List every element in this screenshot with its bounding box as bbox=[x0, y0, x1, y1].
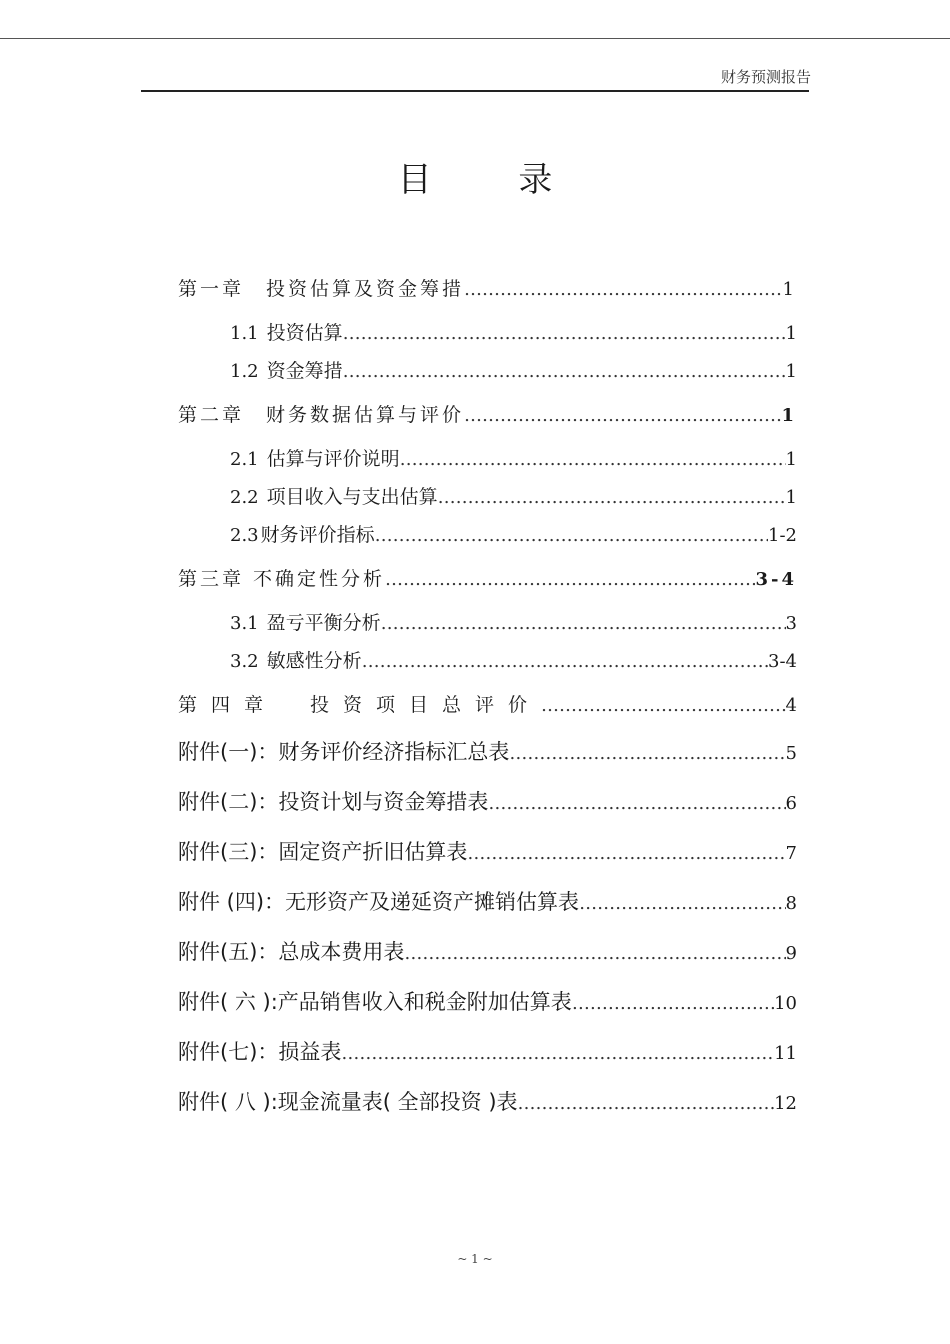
header-underline bbox=[141, 90, 809, 92]
page-title: 目 录 bbox=[397, 160, 591, 200]
toc-entry-page: 11 bbox=[774, 1043, 797, 1064]
toc-entry-label: 附件( 八 ):现金流量表( 全部投资 )表 bbox=[178, 1090, 518, 1114]
dot-leader bbox=[341, 1043, 774, 1064]
toc-entry-appendix-5[interactable] bbox=[178, 936, 797, 966]
dot-leader bbox=[385, 569, 755, 590]
toc-entry-page: 5 bbox=[785, 743, 797, 764]
toc-entry-page: 3-4 bbox=[755, 569, 797, 590]
dot-leader bbox=[464, 405, 781, 426]
dot-leader bbox=[464, 279, 783, 300]
dot-leader bbox=[572, 993, 774, 1014]
dot-leader bbox=[362, 651, 768, 672]
toc-entry-label: 第一章 投资估算及资金筹措 bbox=[178, 278, 465, 300]
dot-leader bbox=[404, 943, 785, 964]
toc-entry-label: 估算与评价说明 bbox=[266, 448, 400, 470]
toc-entry-chapter-1[interactable] bbox=[178, 274, 797, 301]
toc-entry-page: 1 bbox=[785, 449, 797, 470]
toc-entry-page: 3-4 bbox=[768, 651, 797, 672]
toc-entry-2-2[interactable] bbox=[230, 482, 797, 509]
toc-entry-chapter-4[interactable] bbox=[178, 690, 797, 717]
toc-entry-page: 1 bbox=[785, 361, 797, 382]
toc-entry-page: 1 bbox=[782, 279, 797, 300]
toc-entry-page: 7 bbox=[785, 843, 797, 864]
toc-entry-appendix-1[interactable] bbox=[178, 736, 797, 766]
dot-leader bbox=[467, 843, 785, 864]
toc-entry-label: 敏感性分析 bbox=[266, 650, 362, 672]
toc-entry-chapter-2[interactable] bbox=[178, 400, 797, 427]
toc-entry-number: 2.1 bbox=[230, 449, 259, 470]
toc-entry-page: 10 bbox=[774, 993, 797, 1014]
toc-entry-3-1[interactable] bbox=[230, 608, 797, 635]
dot-leader bbox=[509, 743, 785, 764]
toc-entry-label: 第三章 不确定性分析 bbox=[178, 568, 386, 590]
dot-leader bbox=[381, 613, 786, 634]
toc-entry-number: 2.2 bbox=[230, 487, 259, 508]
toc-entry-label: 附件(一)：财务评价经济指标汇总表 bbox=[178, 740, 510, 764]
dot-leader bbox=[343, 361, 786, 382]
toc-entry-number: 3.1 bbox=[230, 613, 259, 634]
dot-leader bbox=[579, 893, 785, 914]
toc-entry-2-1[interactable] bbox=[230, 444, 797, 471]
toc-entry-page: 1 bbox=[781, 405, 797, 426]
toc-entry-label: 资金筹措 bbox=[266, 360, 343, 382]
toc-entry-1-1[interactable] bbox=[230, 318, 797, 345]
toc-entry-page: 1 bbox=[785, 487, 797, 508]
toc-entry-number: 1.1 bbox=[230, 323, 259, 344]
dot-leader bbox=[488, 793, 785, 814]
toc-entry-appendix-2[interactable] bbox=[178, 786, 797, 816]
toc-entry-page: 3 bbox=[785, 613, 797, 634]
toc-entry-page: 1 bbox=[785, 323, 797, 344]
toc-entry-appendix-8[interactable] bbox=[178, 1086, 797, 1116]
top-border-line bbox=[0, 38, 950, 39]
toc-entry-number: 1.2 bbox=[230, 361, 259, 382]
running-header: 财务预测报告 bbox=[720, 68, 811, 86]
toc-entry-label: 投资估算 bbox=[266, 322, 343, 344]
toc-entry-appendix-7[interactable] bbox=[178, 1036, 797, 1066]
dot-leader bbox=[343, 323, 786, 344]
page-number: ~ 1 ~ bbox=[457, 1252, 493, 1266]
toc-entry-label: 附件(五)：总成本费用表 bbox=[178, 940, 405, 964]
toc-entry-label: 项目收入与支出估算 bbox=[266, 486, 438, 508]
toc-entry-label: 附件(三)：固定资产折旧估算表 bbox=[178, 840, 468, 864]
toc-entry-3-2[interactable] bbox=[230, 646, 797, 673]
dot-leader bbox=[375, 525, 768, 546]
toc-entry-label: 附件(七)：损益表 bbox=[178, 1040, 342, 1064]
toc-entry-page: 1-2 bbox=[768, 525, 797, 546]
toc-entry-page: 8 bbox=[785, 893, 797, 914]
toc-entry-label: 第二章 财务数据估算与评价 bbox=[178, 404, 465, 426]
toc-entry-2-3[interactable] bbox=[230, 520, 797, 547]
toc-entry-page: 9 bbox=[785, 943, 797, 964]
toc-entry-page: 6 bbox=[785, 793, 797, 814]
dot-leader bbox=[518, 1093, 775, 1114]
toc-entry-1-2[interactable] bbox=[230, 356, 797, 383]
toc-entry-chapter-3[interactable] bbox=[178, 564, 797, 591]
toc-entry-page: 12 bbox=[774, 1093, 797, 1114]
toc-entry-label: 附件( 六 ):产品销售收入和税金附加估算表 bbox=[178, 990, 572, 1014]
toc-entry-label: 财务评价指标 bbox=[260, 524, 375, 546]
toc-entry-label: 第四章 投资项目总评价 bbox=[178, 694, 542, 716]
toc-entry-appendix-4[interactable] bbox=[178, 886, 797, 916]
toc-entry-appendix-3[interactable] bbox=[178, 836, 797, 866]
toc-entry-label: 盈亏平衡分析 bbox=[266, 612, 381, 634]
toc-entry-number: 3.2 bbox=[230, 651, 259, 672]
toc-entry-page: 4 bbox=[785, 695, 797, 716]
toc-entry-appendix-6[interactable] bbox=[178, 986, 797, 1016]
toc-entry-number: 2.3 bbox=[230, 525, 259, 546]
dot-leader bbox=[541, 695, 786, 716]
dot-leader bbox=[438, 487, 786, 508]
dot-leader bbox=[400, 449, 786, 470]
toc-entry-label: 附件 (四)：无形资产及递延资产摊销估算表 bbox=[178, 890, 580, 914]
toc-entry-label: 附件(二)：投资计划与资金筹措表 bbox=[178, 790, 489, 814]
